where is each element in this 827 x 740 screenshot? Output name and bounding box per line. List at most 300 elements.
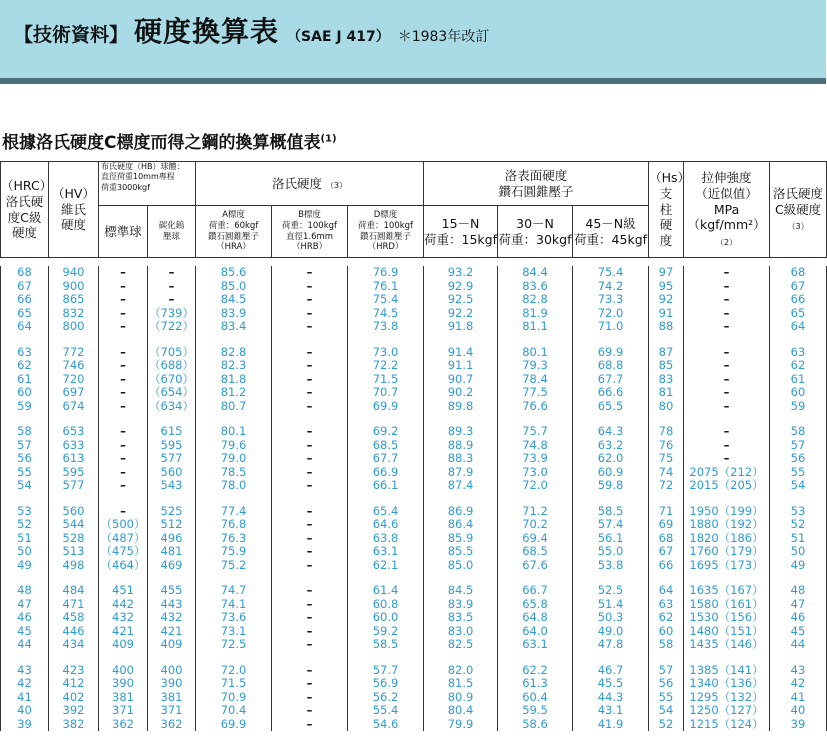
- cell-n30: 66.7: [498, 584, 573, 598]
- cell-n15: 84.5: [424, 584, 498, 598]
- table-row: [1, 346, 827, 360]
- header-hrc2-text: 洛氏硬度 C級硬度: [773, 186, 824, 217]
- cell-hra: 82.3: [196, 359, 272, 373]
- cell-hs: 63: [649, 598, 684, 612]
- cell-n45: 65.5: [573, 400, 649, 414]
- cell-hrd: 56.2: [348, 691, 424, 705]
- table-row: [1, 532, 827, 546]
- cell-hs: 64: [649, 584, 684, 598]
- cell-hrd: 65.4: [348, 505, 424, 519]
- cell-hv: 613: [49, 452, 99, 466]
- cell-tensile: 1695（173）: [684, 559, 770, 573]
- cell-hrb: –: [272, 280, 348, 294]
- cell-hv: 900: [49, 280, 99, 294]
- cell-hrc: 44: [1, 638, 49, 652]
- cell-n45: 71.0: [573, 320, 649, 334]
- cell-n30: 60.4: [498, 691, 573, 705]
- cell-hb-carbide: 381: [148, 691, 196, 705]
- cell-hs: 67: [649, 545, 684, 559]
- cell-n30: 65.8: [498, 598, 573, 612]
- cell-hrd: 69.2: [348, 425, 424, 439]
- cell-hb-standard: –: [99, 386, 148, 400]
- cell-hb-standard: –: [99, 266, 148, 280]
- cell-hrb: –: [272, 479, 348, 493]
- header-n30-text: 30－N 荷重：30kgf: [498, 215, 572, 247]
- cell-hv: 720: [49, 373, 99, 387]
- table-caption-text: 根據洛氏硬度C標度而得之鋼的換算概值表: [2, 133, 321, 153]
- cell-hrb: –: [272, 718, 348, 732]
- cell-hrb: –: [272, 704, 348, 718]
- cell-tensile: 1880（192）: [684, 518, 770, 532]
- cell-n15: 82.5: [424, 638, 498, 652]
- cell-hrc: 49: [1, 559, 49, 573]
- cell-hv: 653: [49, 425, 99, 439]
- cell-hra: 75.2: [196, 559, 272, 573]
- cell-hb-carbide: 432: [148, 611, 196, 625]
- cell-hb-carbide: 512: [148, 518, 196, 532]
- cell-hra: 80.7: [196, 400, 272, 414]
- cell-hra: 81.8: [196, 373, 272, 387]
- header-hrc-text: （HRC） 洛氏硬 度C級 硬度: [1, 178, 53, 241]
- table-row: [1, 584, 827, 598]
- header-hs-text: （Hs） 支 柱 硬 度: [649, 170, 690, 248]
- cell-hb-carbide: 421: [148, 625, 196, 639]
- col-hb-group: [99, 162, 196, 206]
- cell-hrc-repeat: 54: [770, 479, 827, 493]
- col-rockwell-group: [196, 162, 424, 206]
- table-caption: [2, 128, 337, 153]
- cell-hrc: 51: [1, 532, 49, 546]
- cell-hv: 697: [49, 386, 99, 400]
- cell-n30: 64.0: [498, 625, 573, 639]
- cell-tensile: 2075（212）: [684, 466, 770, 480]
- cell-n15: 83.5: [424, 611, 498, 625]
- cell-tensile: 1435（146）: [684, 638, 770, 652]
- cell-hrb: –: [272, 505, 348, 519]
- cell-hs: 58: [649, 638, 684, 652]
- cell-hrc: 62: [1, 359, 49, 373]
- cell-hb-standard: –: [99, 346, 148, 360]
- cell-hv: 471: [49, 598, 99, 612]
- cell-hv: 940: [49, 266, 99, 280]
- col-hrc: [1, 162, 53, 258]
- cell-n45: 72.0: [573, 307, 649, 321]
- cell-hra: 72.0: [196, 664, 272, 678]
- cell-hb-standard: 409: [99, 638, 148, 652]
- cell-n45: 55.0: [573, 545, 649, 559]
- cell-hb-carbide: 362: [148, 718, 196, 732]
- cell-hs: 57: [649, 664, 684, 678]
- cell-tensile: –: [684, 293, 770, 307]
- cell-hrc: 63: [1, 346, 49, 360]
- cell-hrc-repeat: 41: [770, 691, 827, 705]
- cell-n45: 67.7: [573, 373, 649, 387]
- table-row: [1, 466, 827, 480]
- cell-hrc-repeat: 55: [770, 466, 827, 480]
- cell-n30: 81.1: [498, 320, 573, 334]
- cell-hs: 80: [649, 400, 684, 414]
- cell-hrc-repeat: 57: [770, 439, 827, 453]
- cell-tensile: 1340（136）: [684, 677, 770, 691]
- cell-tensile: –: [684, 307, 770, 321]
- cell-hv: 434: [49, 638, 99, 652]
- cell-n30: 71.2: [498, 505, 573, 519]
- cell-hra: 85.6: [196, 266, 272, 280]
- cell-hrc-repeat: 46: [770, 611, 827, 625]
- cell-n45: 44.3: [573, 691, 649, 705]
- cell-n30: 74.8: [498, 439, 573, 453]
- doc-category-tag: 【技術資料】: [14, 24, 129, 46]
- table-row: [1, 439, 827, 453]
- cell-hrc-repeat: 60: [770, 386, 827, 400]
- cell-n30: 80.1: [498, 346, 573, 360]
- cell-tensile: 1250（127）: [684, 704, 770, 718]
- cell-hrc-repeat: 65: [770, 307, 827, 321]
- cell-hrb: –: [272, 266, 348, 280]
- header-tensile-text: 拉伸強度 （近似值） MPa （kgf/mm²）: [687, 170, 766, 233]
- cell-tensile: 1950（199）: [684, 505, 770, 519]
- table-row: [1, 452, 827, 466]
- table-row: [1, 611, 827, 625]
- cell-hb-standard: 421: [99, 625, 148, 639]
- cell-hb-carbide: 496: [148, 532, 196, 546]
- cell-hb-standard: （475）: [99, 545, 148, 559]
- cell-hv: 412: [49, 677, 99, 691]
- cell-hrd: 55.4: [348, 704, 424, 718]
- cell-hb-standard: –: [99, 505, 148, 519]
- cell-hra: 73.1: [196, 625, 272, 639]
- cell-tensile: –: [684, 400, 770, 414]
- table-row: [1, 266, 827, 280]
- cell-hrc: 45: [1, 625, 49, 639]
- cell-hrb: –: [272, 559, 348, 573]
- table-caption-note: (1): [320, 133, 337, 145]
- cell-n15: 80.4: [424, 704, 498, 718]
- cell-hrc: 58: [1, 425, 49, 439]
- cell-hrd: 75.4: [348, 293, 424, 307]
- header-n15-text: 15－N 荷重：15kgf: [424, 215, 498, 247]
- cell-hb-carbide: 577: [148, 452, 196, 466]
- cell-hv: 423: [49, 664, 99, 678]
- cell-hrc: 53: [1, 505, 49, 519]
- table-body: [0, 266, 826, 731]
- col-tensile: [684, 162, 770, 258]
- cell-n45: 43.1: [573, 704, 649, 718]
- cell-hs: 75: [649, 452, 684, 466]
- cell-hb-carbide: 409: [148, 638, 196, 652]
- cell-n45: 58.5: [573, 505, 649, 519]
- cell-hrc: 47: [1, 598, 49, 612]
- doc-standard: （SAE J 417）: [287, 29, 390, 45]
- cell-hb-carbide: （739）: [149, 305, 194, 320]
- cell-hrb: –: [272, 691, 348, 705]
- table-row: [1, 505, 827, 519]
- cell-hrb: –: [272, 452, 348, 466]
- cell-hs: 66: [649, 559, 684, 573]
- cell-n45: 46.7: [573, 664, 649, 678]
- cell-tensile: 1760（179）: [684, 545, 770, 559]
- cell-n30: 73.0: [498, 466, 573, 480]
- doc-title: 硬度換算表: [134, 15, 280, 48]
- cell-hb-carbide: –: [148, 266, 196, 280]
- header-hra-text: A標度 荷重：60kgf 鑽石圓錐壓子 （HRA）: [208, 210, 260, 253]
- cell-hb-standard: –: [99, 466, 148, 480]
- cell-n45: 62.0: [573, 452, 649, 466]
- cell-hrd: 62.1: [348, 559, 424, 573]
- cell-hrc: 66: [1, 293, 49, 307]
- table-row: [1, 691, 827, 705]
- hrc2-note: （3）: [787, 222, 809, 232]
- cell-hra: 83.4: [196, 320, 272, 334]
- cell-hrd: 76.9: [348, 266, 424, 280]
- cell-n15: 86.9: [424, 505, 498, 519]
- cell-hrd: 72.2: [348, 359, 424, 373]
- table-row: [1, 425, 827, 439]
- cell-hv: 865: [49, 293, 99, 307]
- cell-hb-carbide: 560: [148, 466, 196, 480]
- cell-hb-standard: –: [99, 400, 148, 414]
- cell-n15: 88.3: [424, 452, 498, 466]
- group-spacer: [1, 652, 827, 664]
- cell-n15: 85.5: [424, 545, 498, 559]
- table-row: [1, 479, 827, 493]
- cell-tensile: 1480（151）: [684, 625, 770, 639]
- cell-n30: 70.2: [498, 518, 573, 532]
- cell-hrd: 69.9: [348, 400, 424, 414]
- cell-hra: 72.5: [196, 638, 272, 652]
- cell-hrc-repeat: 61: [770, 373, 827, 387]
- cell-hrc-repeat: 58: [770, 425, 827, 439]
- cell-hrc-repeat: 66: [770, 293, 827, 307]
- cell-hra: 75.9: [196, 545, 272, 559]
- cell-n45: 57.4: [573, 518, 649, 532]
- cell-hrd: 76.1: [348, 280, 424, 294]
- cell-hrd: 74.5: [348, 307, 424, 321]
- cell-hrc-repeat: 63: [770, 346, 827, 360]
- cell-hra: 70.9: [196, 691, 272, 705]
- col-hv: [49, 162, 99, 258]
- cell-hrc-repeat: 59: [770, 400, 827, 414]
- cell-hb-standard: –: [99, 307, 148, 321]
- cell-hrc: 48: [1, 584, 49, 598]
- cell-hrb: –: [272, 584, 348, 598]
- cell-hrc: 42: [1, 677, 49, 691]
- table-row: [1, 280, 827, 294]
- cell-hb-standard: –: [99, 280, 148, 294]
- cell-hv: 458: [49, 611, 99, 625]
- cell-hrb: –: [272, 373, 348, 387]
- cell-n15: 87.4: [424, 479, 498, 493]
- header-n45-text: 45－N級 荷重：45kgf: [574, 215, 648, 247]
- cell-hrc-repeat: 56: [770, 452, 827, 466]
- cell-hrc-repeat: 47: [770, 598, 827, 612]
- cell-hs: 52: [649, 718, 684, 732]
- cell-hrd: 73.0: [348, 346, 424, 360]
- cell-hrb: –: [272, 598, 348, 612]
- cell-n15: 79.9: [424, 718, 498, 732]
- cell-n15: 93.2: [424, 266, 498, 280]
- header-hrb-text: B標度 荷重：100kgf 直徑1.6mm （HRB）: [281, 210, 338, 253]
- cell-hra: 77.4: [196, 505, 272, 519]
- data-table: [0, 266, 827, 731]
- cell-hra: 79.6: [196, 439, 272, 453]
- col-hrb: [272, 206, 348, 258]
- cell-hrc: 46: [1, 611, 49, 625]
- cell-hs: 88: [649, 320, 684, 334]
- cell-hrc: 55: [1, 466, 49, 480]
- cell-n45: 52.5: [573, 584, 649, 598]
- cell-n30: 72.0: [498, 479, 573, 493]
- cell-hs: 56: [649, 677, 684, 691]
- cell-n30: 62.2: [498, 664, 573, 678]
- cell-hrc-repeat: 67: [770, 280, 827, 294]
- cell-n30: 77.5: [498, 386, 573, 400]
- cell-hrc-repeat: 53: [770, 505, 827, 519]
- cell-hra: 71.5: [196, 677, 272, 691]
- cell-hrc: 52: [1, 518, 49, 532]
- cell-hb-standard: –: [99, 452, 148, 466]
- cell-hrb: –: [272, 293, 348, 307]
- cell-hrc-repeat: 39: [770, 718, 827, 732]
- cell-hs: 91: [649, 307, 684, 321]
- table-row: [1, 704, 827, 718]
- cell-hrc: 57: [1, 439, 49, 453]
- cell-hv: 528: [49, 532, 99, 546]
- cell-hrc: 39: [1, 718, 49, 732]
- cell-hb-standard: –: [99, 479, 148, 493]
- cell-n15: 89.3: [424, 425, 498, 439]
- cell-tensile: –: [684, 439, 770, 453]
- cell-hs: 83: [649, 373, 684, 387]
- cell-hv: 674: [49, 400, 99, 414]
- cell-n45: 56.1: [573, 532, 649, 546]
- cell-hb-standard: 400: [99, 664, 148, 678]
- table-row: [1, 559, 827, 573]
- cell-hrd: 54.6: [348, 718, 424, 732]
- cell-n45: 73.3: [573, 293, 649, 307]
- cell-hb-carbide: 443: [148, 598, 196, 612]
- cell-hb-standard: 362: [99, 718, 148, 732]
- table-row: [1, 545, 827, 559]
- col-superficial-group: [424, 162, 649, 206]
- col-hrd: [348, 206, 424, 258]
- cell-n15: 82.0: [424, 664, 498, 678]
- cell-hs: 68: [649, 532, 684, 546]
- table-row: [1, 373, 827, 387]
- cell-hrc-repeat: 43: [770, 664, 827, 678]
- cell-hs: 54: [649, 704, 684, 718]
- cell-hrc-repeat: 44: [770, 638, 827, 652]
- cell-n30: 82.8: [498, 293, 573, 307]
- cell-n45: 63.2: [573, 439, 649, 453]
- cell-hb-carbide: （634）: [149, 398, 194, 413]
- cell-hs: 74: [649, 466, 684, 480]
- cell-hrc-repeat: 52: [770, 518, 827, 532]
- cell-hb-standard: 390: [99, 677, 148, 691]
- cell-n30: 84.4: [498, 266, 573, 280]
- cell-n45: 60.9: [573, 466, 649, 480]
- header-hrd-text: D標度 荷重：100kgf 鑽石圓錐壓子 （HRD）: [358, 210, 414, 253]
- cell-hra: 79.0: [196, 452, 272, 466]
- cell-n15: 87.9: [424, 466, 498, 480]
- cell-n30: 68.5: [498, 545, 573, 559]
- cell-n45: 50.3: [573, 611, 649, 625]
- cell-hv: 772: [49, 346, 99, 360]
- cell-n45: 75.4: [573, 266, 649, 280]
- cell-hrc-repeat: 42: [770, 677, 827, 691]
- cell-hb-carbide: –: [148, 293, 196, 307]
- banner-divider: [0, 78, 826, 84]
- cell-hrc: 65: [1, 307, 49, 321]
- cell-hv: 392: [49, 704, 99, 718]
- cell-n30: 75.7: [498, 425, 573, 439]
- col-hra: [196, 206, 272, 258]
- cell-n15: 88.9: [424, 439, 498, 453]
- cell-hrc-repeat: 45: [770, 625, 827, 639]
- cell-hra: 74.1: [196, 598, 272, 612]
- cell-n45: 74.2: [573, 280, 649, 294]
- cell-hv: 402: [49, 691, 99, 705]
- cell-n45: 64.3: [573, 425, 649, 439]
- cell-n30: 73.9: [498, 452, 573, 466]
- cell-n45: 45.5: [573, 677, 649, 691]
- cell-hrb: –: [272, 346, 348, 360]
- table-row: [1, 293, 827, 307]
- cell-hrb: –: [272, 677, 348, 691]
- cell-hrd: 68.5: [348, 439, 424, 453]
- cell-n45: 68.8: [573, 359, 649, 373]
- header-hv-text: （HV） 維氏 硬度: [52, 186, 95, 233]
- rockwell-label: 洛氏硬度: [271, 175, 322, 191]
- cell-hrd: 60.8: [348, 598, 424, 612]
- cell-tensile: –: [684, 452, 770, 466]
- cell-hrd: 56.9: [348, 677, 424, 691]
- cell-hs: 97: [649, 266, 684, 280]
- cell-n45: 69.9: [573, 346, 649, 360]
- group-spacer: [1, 493, 827, 505]
- cell-hrd: 61.4: [348, 584, 424, 598]
- cell-n15: 90.7: [424, 373, 498, 387]
- cell-n15: 81.5: [424, 677, 498, 691]
- cell-hrc: 60: [1, 386, 49, 400]
- cell-hb-carbide: 390: [148, 677, 196, 691]
- cell-hrc: 56: [1, 452, 49, 466]
- cell-n15: 86.4: [424, 518, 498, 532]
- cell-hs: 87: [649, 346, 684, 360]
- cell-hb-standard: 451: [99, 584, 148, 598]
- cell-n45: 49.0: [573, 625, 649, 639]
- cell-n45: 41.9: [573, 718, 649, 732]
- cell-tensile: –: [684, 280, 770, 294]
- cell-n15: 92.2: [424, 307, 498, 321]
- cell-hra: 81.2: [196, 386, 272, 400]
- cell-hb-carbide: （670）: [149, 371, 194, 386]
- cell-hrc-repeat: 40: [770, 704, 827, 718]
- cell-hrb: –: [272, 466, 348, 480]
- col-15n: [424, 206, 498, 258]
- tensile-note: （2）: [716, 237, 738, 247]
- cell-n15: 90.2: [424, 386, 498, 400]
- cell-n45: 47.8: [573, 638, 649, 652]
- col-45n: [573, 206, 649, 258]
- cell-hrc: 61: [1, 373, 49, 387]
- cell-hra: 80.1: [196, 425, 272, 439]
- cell-hv: 382: [49, 718, 99, 732]
- cell-hrb: –: [272, 545, 348, 559]
- cell-hb-standard: （464）: [99, 559, 148, 573]
- cell-hb-standard: 442: [99, 598, 148, 612]
- cell-n15: 91.8: [424, 320, 498, 334]
